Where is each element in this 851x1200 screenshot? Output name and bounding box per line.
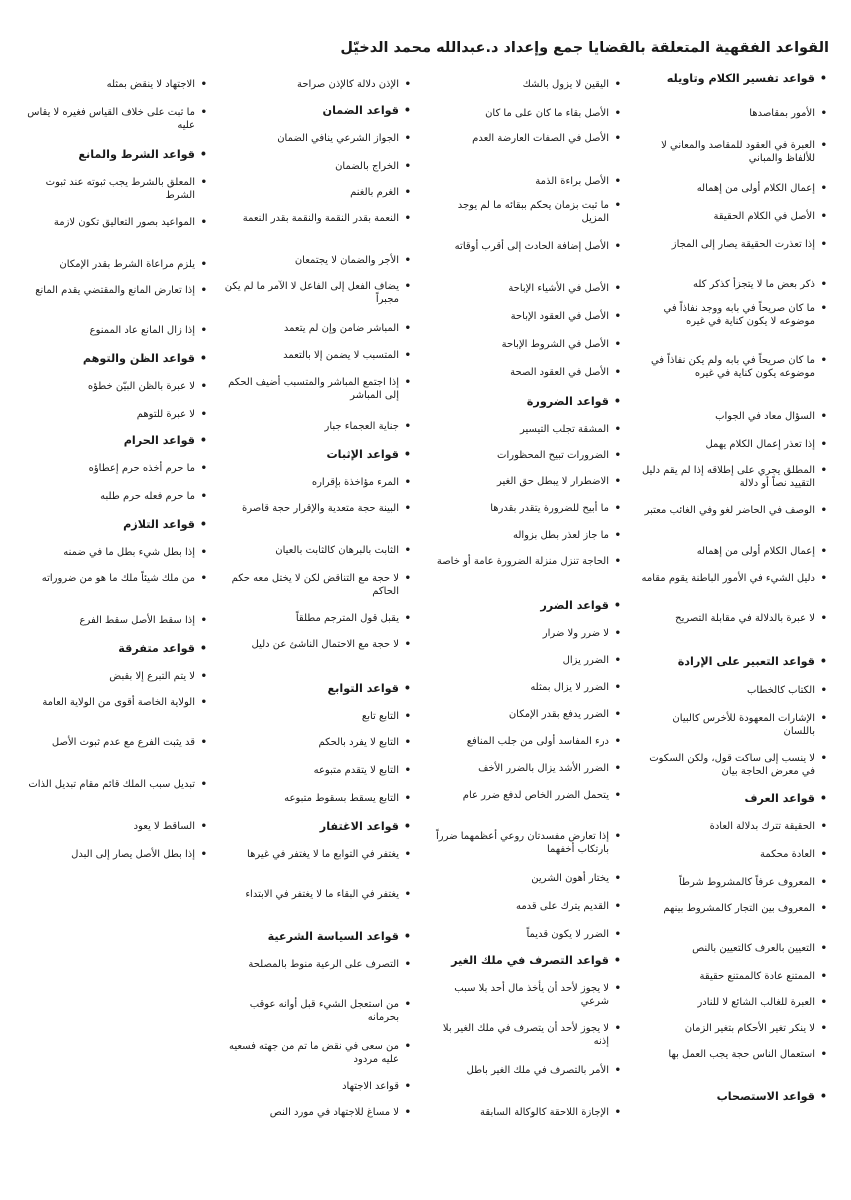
- rule-item: • لا ينكر تغير الأحكام بتغير الزمان: [639, 1022, 827, 1035]
- rule-item: • العبرة للغالب الشائع لا للنادر: [639, 996, 827, 1009]
- rule-item: • الإشارات المعهودة للأخرس كالبيان باللسان: [639, 712, 827, 738]
- rule-item: • إعمال الكلام أولى من إهماله: [639, 545, 827, 558]
- rule-item: • يلزم مراعاة الشرط بقدر الإمكان: [27, 258, 207, 271]
- rule-item: • درء المفاسد أولى من جلب المنافع: [429, 735, 621, 748]
- rule-group-heading: • قواعد التصرف في ملك الغير: [429, 954, 621, 969]
- rule-item: • الممتنع عادة كالممتنع حقيقة: [639, 970, 827, 983]
- rule-item: • لا عبرة بالدلالة في مقابلة التصريح: [639, 612, 827, 625]
- rule-item: • الوصف في الحاضر لغو وفي الغائب معتبر: [639, 504, 827, 517]
- rule-item: • لا ضرر ولا ضرار: [429, 627, 621, 640]
- rule-item: • الضرر الأشد يزال بالضرر الأخف: [429, 762, 621, 775]
- rule-item: • إذا تعارض المانع والمقتضي يقدم المانع: [27, 284, 207, 297]
- rule-item: • قواعد الاجتهاد: [219, 1080, 411, 1093]
- rule-item: • السؤال معاد في الجواب: [639, 410, 827, 423]
- rule-item: • الضرر لا يزال بمثله: [429, 681, 621, 694]
- rule-item: • التصرف على الرعية منوط بالمصلحة: [219, 958, 411, 971]
- rule-item: • الإذن دلالة كالإذن صراحة: [219, 78, 411, 91]
- rule-item: • الحاجة تنزل منزلة الضرورة عامة أو خاصة: [429, 555, 621, 568]
- rule-item: • الجواز الشرعي ينافي الضمان: [219, 132, 411, 145]
- rule-item: • الأصل في الشروط الإباحة: [429, 338, 621, 351]
- rule-item: • لا عبرة بالظن البيّن خطؤه: [27, 380, 207, 393]
- rule-item: • لا يجوز لأحد أن يتصرف في ملك الغير بلا إذنه: [429, 1022, 621, 1048]
- rule-item: • لا حجة مع التناقض لكن لا يختل معه حكم الحاكم: [219, 572, 411, 598]
- rule-item: • ما كان صريحاً في بابه ولم يكن نفاذاً في موضوعه يكون كناية في غيره: [639, 354, 827, 380]
- rule-item: • الأصل في العقود الإباحة: [429, 310, 621, 323]
- rule-item: • لا عبرة للتوهم: [27, 408, 207, 421]
- rule-item: • العبرة في العقود للمقاصد والمعاني لا للألفاظ والمباني: [639, 139, 827, 165]
- rule-group-heading: • قواعد تفسير الكلام وتاويله: [639, 72, 827, 87]
- rule-item: • المشقة تجلب التيسير: [429, 423, 621, 436]
- rule-group-heading: • قواعد الضرر: [429, 599, 621, 614]
- rule-item: • لا ينسب إلى ساكت قول، ولكن السكوت في معرض الحاجة بيان: [639, 752, 827, 778]
- rule-item: • لا حجة مع الاحتمال الناشئ عن دليل: [219, 638, 411, 651]
- rule-item: • يختار أهون الشرين: [429, 872, 621, 885]
- rule-item: • لا يتم التبرع إلا بقبض: [27, 670, 207, 683]
- rule-item: • المعروف بين التجار كالمشروط بينهم: [639, 902, 827, 915]
- rule-group-heading: • قواعد الحرام: [27, 434, 207, 449]
- rule-group-heading: • قواعد متفرقة: [27, 642, 207, 657]
- rule-item: • الكتاب كالخطاب: [639, 684, 827, 697]
- rule-item: • دليل الشيء في الأمور الباطنة يقوم مقامه: [639, 572, 827, 585]
- rule-item: • الأصل في العقود الصحة: [429, 366, 621, 379]
- rule-item: • جناية العجماء جبار: [219, 420, 411, 433]
- rule-item: • الأجر والضمان لا يجتمعان: [219, 254, 411, 267]
- rule-item: • الغرم بالغنم: [219, 186, 411, 199]
- rule-item: • المرء مؤاخذة بإقراره: [219, 476, 411, 489]
- rule-group-heading: • قواعد الإثبات: [219, 448, 411, 463]
- rule-group-heading: • قواعد التعبير على الإرادة: [639, 655, 827, 670]
- rule-item: • الخراج بالضمان: [219, 160, 411, 173]
- rule-group-heading: • قواعد السياسة الشرعية: [219, 930, 411, 945]
- rule-item: • الأصل إضافة الحادث إلى أقرب أوقاته: [429, 240, 621, 253]
- rule-item: • يقبل قول المترجم مطلقاً: [219, 612, 411, 625]
- rule-item: • من سعى في نقض ما تم من جهته فسعيه عليه مردود: [219, 1040, 411, 1066]
- rule-group-heading: • قواعد الاستصحاب: [639, 1090, 827, 1105]
- rule-item: • يغتفر في التوابع ما لا يغتفر في غيرها: [219, 848, 411, 861]
- rule-item: • اليقين لا يزول بالشك: [429, 78, 621, 91]
- rule-item: • إذا تعارض مفسدتان روعي أعظمهما ضرراً بارتكاب أخفهما: [429, 830, 621, 856]
- rule-item: • الأمور بمقاصدها: [639, 107, 827, 120]
- rule-item: • الضرر يدفع بقدر الإمكان: [429, 708, 621, 721]
- rule-item: • إذا بطل الأصل يصار إلى البدل: [27, 848, 207, 861]
- rule-item: • الأصل في الكلام الحقيقة: [639, 210, 827, 223]
- rule-item: • المتسبب لا يضمن إلا بالتعمد: [219, 349, 411, 362]
- rule-item: • المطلق يجري على إطلاقه إذا لم يقم دليل التقييد نصاً أو دلالة: [639, 464, 827, 490]
- rule-item: • استعمال الناس حجة يجب العمل بها: [639, 1048, 827, 1061]
- rule-item: • الثابت بالبرهان كالثابت بالعيان: [219, 544, 411, 557]
- rule-item: • الأصل في الأشياء الإباحة: [429, 282, 621, 295]
- rule-item: • إعمال الكلام أولى من إهماله: [639, 182, 827, 195]
- rule-item: • الأصل في الصفات العارضة العدم: [429, 132, 621, 145]
- rule-item: • التابع لا يتقدم متبوعه: [219, 764, 411, 777]
- rule-item: • يغتفر في البقاء ما لا يغتفر في الابتداء: [219, 888, 411, 901]
- rule-group-heading: • قواعد التوابع: [219, 682, 411, 697]
- rule-item: • النعمة بقدر النقمة والنقمة بقدر النعمة: [219, 212, 411, 225]
- rule-item: • الحقيقة تترك بدلالة العادة: [639, 820, 827, 833]
- rule-item: • الولاية الخاصة أقوى من الولاية العامة: [27, 696, 207, 709]
- rule-item: • ما كان صريحاً في بابه ووجد نفاذاً في موضوعه لا يكون كناية في غيره: [639, 302, 827, 328]
- rule-item: • يتحمل الضرر الخاص لدفع ضرر عام: [429, 789, 621, 802]
- rule-item: • الاجتهاد لا ينقض بمثله: [27, 78, 207, 91]
- rule-item: • يضاف الفعل إلى الفاعل لا الآمر ما لم يكن مجبراً: [219, 280, 411, 306]
- rule-item: • قد يثبت الفرع مع عدم ثبوت الأصل: [27, 736, 207, 749]
- rule-item: • إذا سقط الأصل سقط الفرع: [27, 614, 207, 627]
- rule-group-heading: • قواعد الضمان: [219, 104, 411, 119]
- rule-item: • البينة حجة متعدية والإقرار حجة قاصرة: [219, 502, 411, 515]
- rule-item: • ما ثبت على خلاف القياس فغيره لا يقاس عليه: [27, 106, 207, 132]
- rule-item: • الاضطرار لا يبطل حق الغير: [429, 475, 621, 488]
- rule-group-heading: • قواعد الضرورة: [429, 395, 621, 410]
- rule-item: • الأصل براءة الذمة: [429, 175, 621, 188]
- rule-item: • ما حرم فعله حرم طلبه: [27, 490, 207, 503]
- rule-item: • الأمر بالتصرف في ملك الغير باطل: [429, 1064, 621, 1077]
- rule-item: • ما أبيح للضرورة يتقدر بقدرها: [429, 502, 621, 515]
- rule-item: • المعروف عرفاً كالمشروط شرطاً: [639, 876, 827, 889]
- rule-item: • ما ثبت بزمان يحكم ببقائه ما لم يوجد المزيل: [429, 199, 621, 225]
- rule-item: • العادة محكمة: [639, 848, 827, 861]
- rule-item: • التابع لا يفرد بالحكم: [219, 736, 411, 749]
- rule-group-heading: • قواعد التلازم: [27, 518, 207, 533]
- rule-item: • ما جاز لعذر بطل بزواله: [429, 529, 621, 542]
- rule-group-heading: • قواعد العرف: [639, 792, 827, 807]
- rule-item: • الضرورات تبيح المحظورات: [429, 449, 621, 462]
- rule-item: • إذا تعذر إعمال الكلام يهمل: [639, 438, 827, 451]
- rule-item: • ذكر بعض ما لا يتجزأ كذكر كله: [639, 278, 827, 291]
- rule-item: • إذا بطل شيء بطل ما في ضمنه: [27, 546, 207, 559]
- document-title: القواعد الفقهية المتعلقة بالقضايا جمع وإعداد د.عبدالله محمد الدخيّل: [340, 40, 829, 56]
- rule-item: • الساقط لا يعود: [27, 820, 207, 833]
- rule-item: • التعيين بالعرف كالتعيين بالنص: [639, 942, 827, 955]
- rule-item: • التابع يسقط بسقوط متبوعه: [219, 792, 411, 805]
- rule-item: • من استعجل الشيء قبل أوانه عوقب بحرمانه: [219, 998, 411, 1024]
- rule-item: • إذا تعذرت الحقيقة يصار إلى المجاز: [639, 238, 827, 251]
- rule-group-heading: • قواعد الشرط والمانع: [27, 148, 207, 163]
- rule-item: • الإجازة اللاحقة كالوكالة السابقة: [429, 1106, 621, 1119]
- rule-item: • الضرر يزال: [429, 654, 621, 667]
- rule-item: • الأصل بقاء ما كان على ما كان: [429, 107, 621, 120]
- rule-item: • إذا اجتمع المباشر والمتسبب أضيف الحكم إلى المباشر: [219, 376, 411, 402]
- rule-group-heading: • قواعد الظن والتوهم: [27, 352, 207, 367]
- rule-item: • المواعيد بصور التعاليق تكون لازمة: [27, 216, 207, 229]
- rule-item: • إذا زال المانع عاد الممنوع: [27, 324, 207, 337]
- rule-item: • تبديل سبب الملك قائم مقام تبديل الذات: [27, 778, 207, 791]
- rule-item: • التابع تابع: [219, 710, 411, 723]
- rule-item: • القديم يترك على قدمه: [429, 900, 621, 913]
- rule-item: • الضرر لا يكون قديماً: [429, 928, 621, 941]
- rule-item: • لا مساغ للاجتهاد في مورد النص: [219, 1106, 411, 1119]
- rule-item: • لا يجوز لأحد أن يأخذ مال أحد بلا سبب شرعي: [429, 982, 621, 1008]
- rule-item: • المعلق بالشرط يجب ثبوته عند ثبوت الشرط: [27, 176, 207, 202]
- rule-item: • من ملك شيئاً ملك ما هو من ضروراته: [27, 572, 207, 585]
- rule-item: • المباشر ضامن وإن لم يتعمد: [219, 322, 411, 335]
- rule-item: • ما حرم أخذه حرم إعطاؤه: [27, 462, 207, 475]
- rule-group-heading: • قواعد الاغتفار: [219, 820, 411, 835]
